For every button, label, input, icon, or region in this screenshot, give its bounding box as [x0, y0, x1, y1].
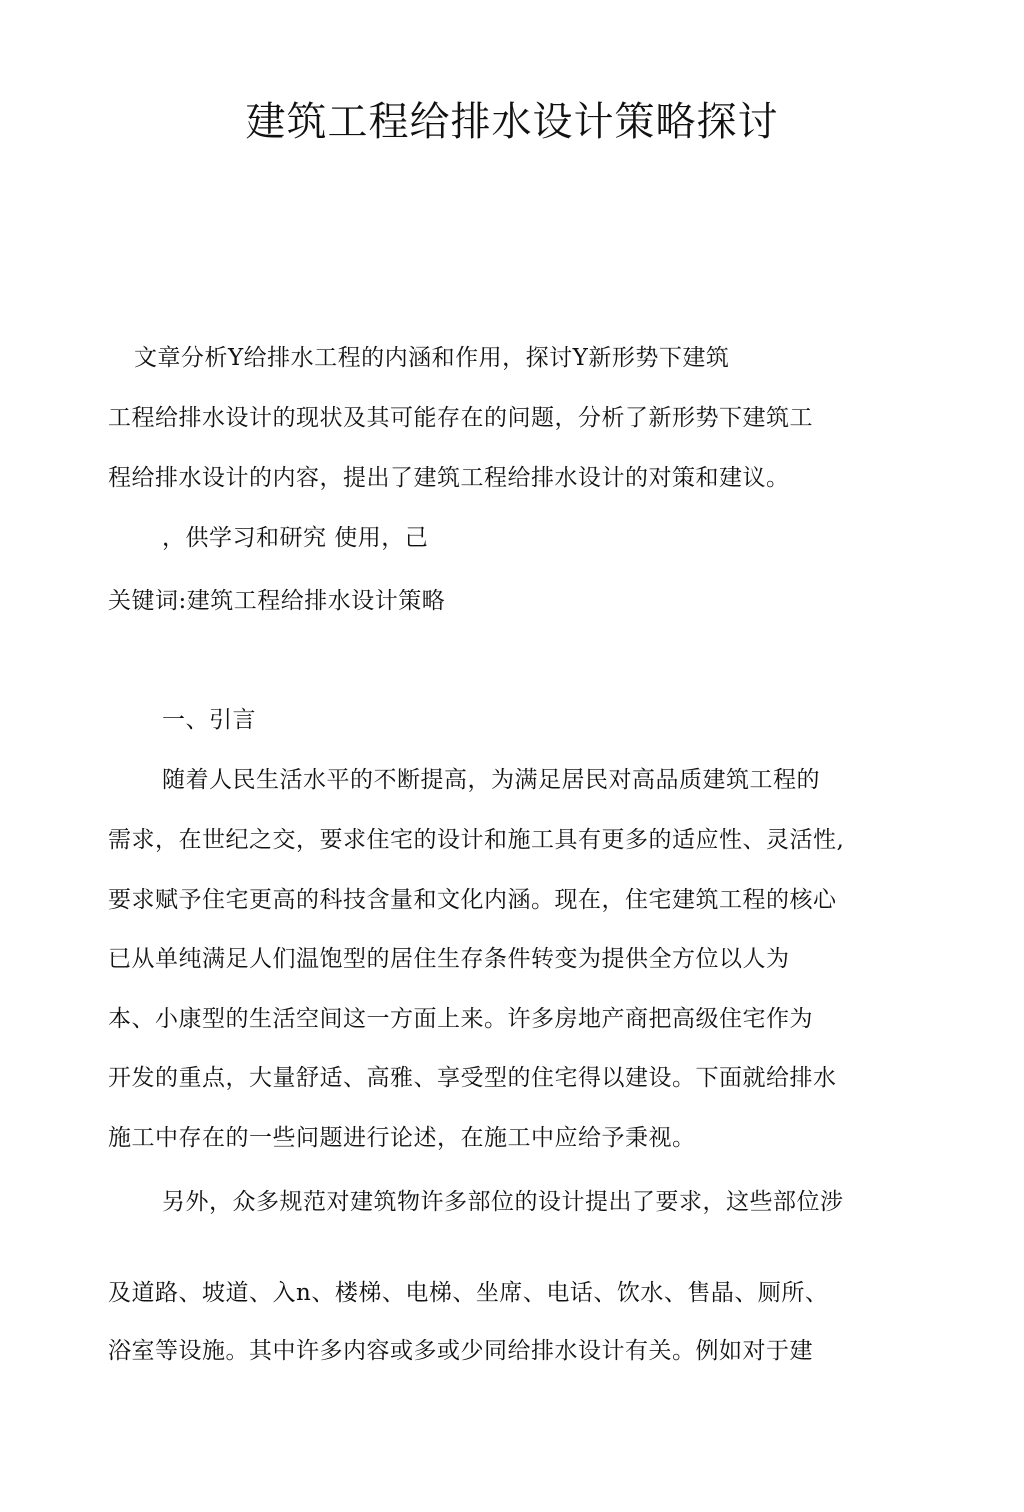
paragraph-1-line-1: 随着人民生活水平的不断提高，为满足居民对高品质建筑工程的 [162, 767, 820, 793]
paragraph-2-line-1: 另外，众多规范对建筑物许多部位的设计提出了要求，这些部位涉 [162, 1189, 844, 1215]
abstract-line-2: 工程给排水设计的现状及其可能存在的问题，分析了新形势下建筑工 [108, 405, 813, 431]
paragraph-1-line-5: 本、小康型的生活空间这一方面上来。许多房地产商把高级住宅作为 [108, 1006, 813, 1032]
abstract-line-3: 程给排水设计的内容，提出了建筑工程给排水设计的对策和建议。 [108, 465, 790, 491]
paragraph-1-line-7: 施工中存在的一些问题进行论述，在施工中应给予秉视。 [108, 1125, 696, 1151]
paragraph-1-line-6: 开发的重点，大量舒适、高雅、享受型的住宅得以建设。下面就给排水 [108, 1065, 837, 1091]
paragraph-1-line-3: 要求赋予住宅更高的科技含量和文化内涵。现在，住宅建筑工程的核心 [108, 887, 837, 913]
keywords-line: 关键词:建筑工程给排水设计策略 [108, 588, 446, 614]
paragraph-2-line-2: 及道路、坡道、入n、楼梯、电梯、坐席、电话、饮水、售晶、厕所、 [108, 1280, 829, 1306]
paragraph-1-line-2: 需求，在世纪之交，要求住宅的设计和施工具有更多的适应性、灵活性, [108, 827, 845, 853]
abstract-line-4: ，供学习和研究 使用，己 [162, 525, 429, 551]
section-heading: 一、引言 [162, 707, 256, 733]
abstract-line-1: 文章分析Y给排水工程的内涵和作用，探讨Y新形势下建筑 [134, 345, 730, 371]
paragraph-2-line-3: 浴室等设施。其中许多内容或多或少同给排水设计有关。例如对于建 [108, 1338, 813, 1364]
paragraph-1-line-4: 已从单纯满足人们温饱型的居住生存条件转变为提供全方位以人为 [108, 946, 790, 972]
document-title: 建筑工程给排水设计策略探讨 [245, 99, 779, 145]
